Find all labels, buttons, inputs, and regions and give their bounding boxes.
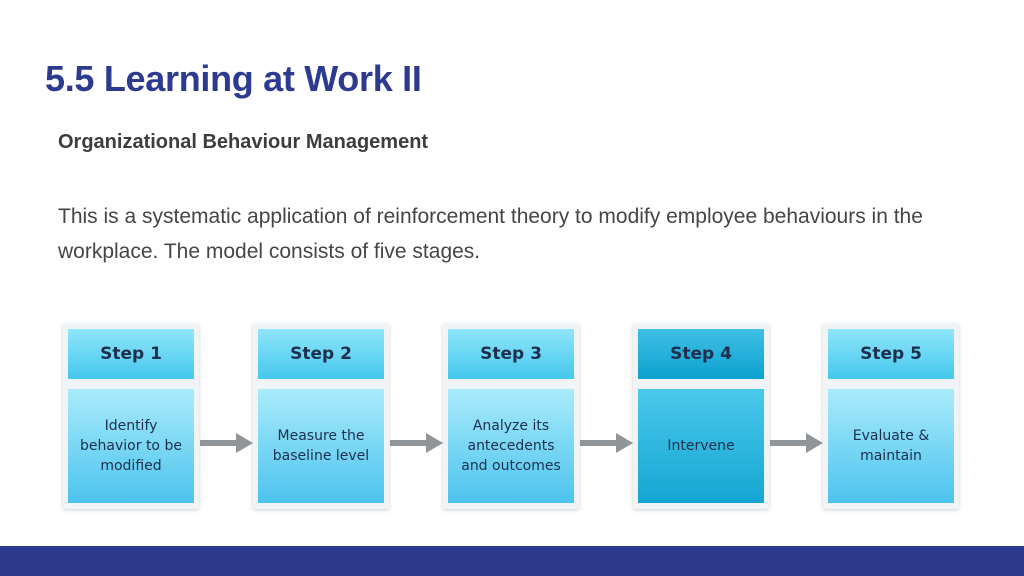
arrow-right-icon (770, 432, 823, 454)
step-5-description: Evaluate & maintain (828, 389, 954, 503)
step-5-header: Step 5 (828, 329, 954, 379)
step-4-card (633, 324, 769, 509)
step-2-header: Step 2 (258, 329, 384, 379)
arrow-right-icon (580, 432, 633, 454)
step-2-card (253, 324, 389, 509)
step-4-header: Step 4 (638, 329, 764, 379)
arrow-right-icon (200, 432, 253, 454)
step-4-description: Intervene (638, 389, 764, 503)
step-2-description: Measure the baseline level (258, 389, 384, 503)
step-1-header: Step 1 (68, 329, 194, 379)
step-1-card (63, 324, 199, 509)
slide-title: 5.5 Learning at Work II (45, 58, 422, 99)
step-1-description: Identify behavior to be modified (68, 389, 194, 503)
arrow-right-icon (390, 432, 443, 454)
step-3-header: Step 3 (448, 329, 574, 379)
footer-bar (0, 546, 1024, 576)
subheading: Organizational Behaviour Management (58, 131, 429, 153)
step-5-card (823, 324, 959, 509)
step-3-description: Analyze its antecedents and outcomes (448, 389, 574, 503)
step-3-card (443, 324, 579, 509)
body-text: This is a systematic application of reinforcement theory to modify employee behaviours in the workplace. The model consists of five stages. (58, 205, 923, 263)
